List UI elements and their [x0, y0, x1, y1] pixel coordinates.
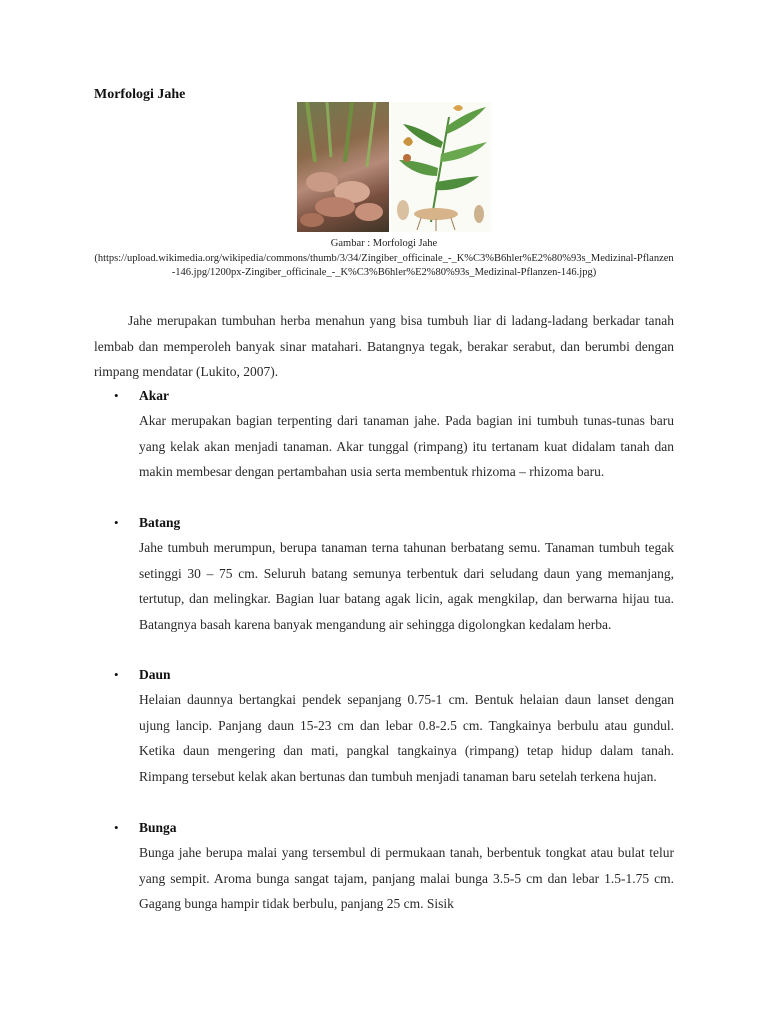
- section-heading: Morfologi Jahe: [94, 87, 186, 102]
- ginger-rhizome-photo: [297, 102, 389, 232]
- bullet-marker: •: [114, 515, 119, 530]
- bullet-marker: •: [114, 388, 119, 403]
- ginger-botanical-illustration: [391, 102, 491, 232]
- section-title: Akar: [139, 388, 169, 403]
- bullet-marker: •: [114, 820, 119, 835]
- intro-paragraph: Jahe merupakan tumbuhan herba menahun yang bisa tumbuh liar di ladang-ladang berkadar tanah lembab dan memperoleh banyak sinar matahari. Batangnya tegak, berakar serabut, dan berumbi dengan rimpang mendatar (Lukito, 2007).: [94, 313, 674, 379]
- figure-caption: [94, 237, 674, 281]
- figure-caption-source: (https://upload.wikimedia.org/wikipedia/commons/thumb/3/34/Zingiber_officinale_-_K%C3%B6hler%E2%80%93s_Medizinal-Pflanzen-146.jpg/1200px-Zingiber_officinale_-_K%C3%B6hler%E2%80%93s_Medizinal-Pflanzen-146.jpg): [94, 252, 674, 278]
- section-title: Bunga: [139, 820, 177, 835]
- bullet-marker: •: [114, 667, 119, 682]
- section-body: Jahe tumbuh merumpun, berupa tanaman terna tahunan berbatang semu. Tanaman tumbuh tegak setinggi 30 – 75 cm. Seluruh batang semunya terbentuk dari seludang daun yang memanjang, tertutup, dan melingkar. Bagian luar batang agak licin, agak mengkilap, dan berwarna hijau tua. Batangnya basah karena banyak mengandung air sehingga digolongkan kedalam herba.: [139, 540, 674, 632]
- section-body: Akar merupakan bagian terpenting dari tanaman jahe. Pada bagian ini tumbuh tunas-tunas baru yang kelak akan menjadi tanaman. Akar tunggal (rimpang) itu tertanam kuat didalam tanah dan makin membesar dengan pertambahan usia serta membentuk rhizoma – rhizoma baru.: [139, 413, 674, 479]
- ginger-figure: [297, 102, 491, 232]
- section-title: Batang: [139, 515, 181, 530]
- section-body: Helaian daunnya bertangkai pendek sepanjang 0.75-1 cm. Bentuk helaian daun lanset dengan ujung lancip. Panjang daun 15-23 cm dan lebar 0.8-2.5 cm. Tangkainya berbulu atau gundul. Ketika daun mengering dan mati, pangkal tangkainya (rimpang) tetap hidup dalam tanah. Rimpang tersebut kelak akan bertunas dan tumbuh menjadi tanaman baru setelah terkena hujan.: [139, 692, 674, 784]
- section-title: Daun: [139, 667, 171, 682]
- figure-caption-title: Gambar : Morfologi Jahe: [330, 238, 438, 249]
- section-body: Bunga jahe berupa malai yang tersembul di permukaan tanah, berbentuk tongkat atau bulat telur yang sempit. Aroma bunga sangat tajam, panjang malai bunga 3.5-5 cm dan lebar 1.5-1.75 cm. Gagang bunga hampir tidak berbulu, panjang 25 cm. Sisik: [139, 845, 674, 911]
